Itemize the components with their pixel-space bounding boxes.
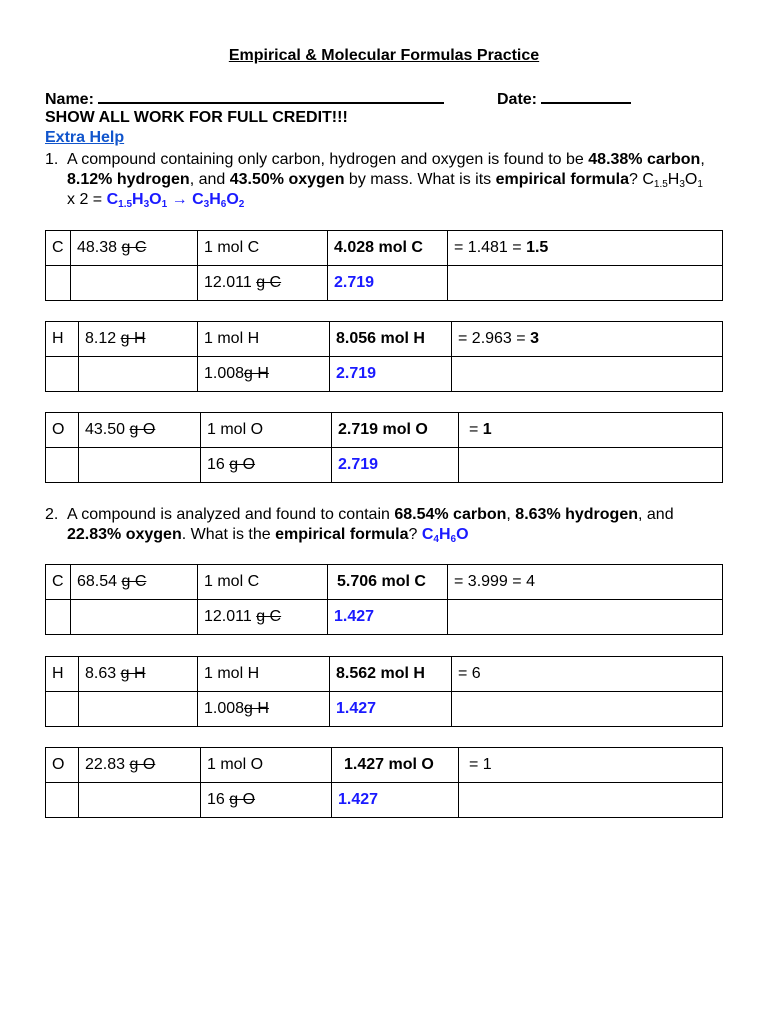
date-label: Date: — [497, 91, 538, 108]
table-row — [46, 748, 723, 783]
date-blank[interactable] — [541, 88, 631, 104]
question-1 — [45, 150, 735, 210]
date-row — [497, 88, 631, 109]
empty-cell — [46, 357, 79, 392]
empty-cell — [79, 692, 198, 727]
question-number: 2. — [45, 506, 59, 523]
mass-cell: 68.54 g C — [71, 565, 198, 600]
empty-cell — [79, 357, 198, 392]
extra-help-link[interactable]: Extra Help — [45, 129, 125, 146]
molar-mass-cell: 1.008g H — [198, 692, 330, 727]
empty-cell — [79, 783, 201, 818]
molar-mass-cell: 16 g O — [201, 448, 332, 483]
question-text: ? — [408, 526, 422, 543]
table-row — [46, 600, 723, 635]
mass-cell: 48.38 g C — [71, 231, 198, 266]
carbon-percent: 68.54% carbon — [394, 506, 507, 523]
question-number: 1. — [45, 151, 59, 168]
instruction-text: SHOW ALL WORK FOR FULL CREDIT!!! — [45, 109, 348, 126]
question-text: ? — [628, 171, 643, 188]
calc-table-hydrogen — [45, 656, 723, 727]
page-title: Empirical & Molecular Formulas Practice — [228, 47, 540, 64]
empty-cell — [459, 448, 723, 483]
question-text: , — [700, 151, 705, 168]
ratio-cell: = 3.999 = 4 — [448, 565, 723, 600]
empty-cell — [71, 600, 198, 635]
multiplier-text: x 2 = — [67, 191, 107, 208]
moles-cell: 4.028 mol C — [328, 231, 448, 266]
empty-cell — [459, 783, 723, 818]
table-row — [46, 413, 723, 448]
question-text: , and — [638, 506, 674, 523]
empty-cell — [448, 600, 723, 635]
calc-table-hydrogen — [45, 321, 723, 392]
question-2 — [45, 505, 735, 545]
table-row — [46, 266, 723, 301]
question-1-text — [67, 150, 735, 210]
mol-cell: 1 mol C — [198, 231, 328, 266]
calc-table-oxygen — [45, 412, 723, 483]
element-cell: C — [46, 231, 71, 266]
moles-cell: 2.719 mol O — [332, 413, 459, 448]
divisor-cell: 1.427 — [332, 783, 459, 818]
formula-answer: $C_4H_6O$ — [421, 526, 469, 545]
empty-cell — [46, 448, 79, 483]
divisor-cell: 1.427 — [328, 600, 448, 635]
formula-scaled: $C_{1.5}H_3O_1$ — [106, 191, 168, 210]
element-cell: H — [46, 322, 79, 357]
molar-mass-cell: 12.011 g C — [198, 600, 328, 635]
table-row — [46, 448, 723, 483]
hydrogen-percent: 8.12% hydrogen — [67, 171, 190, 188]
name-row — [45, 88, 444, 109]
ratio-cell: = 1 — [459, 748, 723, 783]
table-row — [46, 783, 723, 818]
moles-cell: 1.427 mol O — [332, 748, 459, 783]
question-text: A compound is analyzed and found to contain — [67, 506, 395, 523]
table-row — [46, 565, 723, 600]
molar-mass-cell: 1.008g H — [198, 357, 330, 392]
table-row — [46, 692, 723, 727]
ratio-cell: = 1.481 = 1.5 — [448, 231, 723, 266]
mass-cell: 22.83 g O — [79, 748, 201, 783]
empty-cell — [46, 266, 71, 301]
oxygen-percent: 43.50% oxygen — [229, 171, 345, 188]
mol-cell: 1 mol C — [198, 565, 328, 600]
moles-cell: 8.562 mol H — [330, 657, 452, 692]
mass-cell: 43.50 g O — [79, 413, 201, 448]
carbon-percent: 48.38% carbon — [588, 151, 701, 168]
divisor-cell: 2.719 — [332, 448, 459, 483]
ratio-cell: = 1 — [459, 413, 723, 448]
empty-cell — [46, 692, 79, 727]
divisor-cell: 2.719 — [330, 357, 452, 392]
ratio-cell: = 6 — [452, 657, 723, 692]
empty-cell — [452, 357, 723, 392]
mass-cell: 8.12 g H — [79, 322, 198, 357]
ratio-cell: = 2.963 = 3 — [452, 322, 723, 357]
mol-cell: 1 mol H — [198, 657, 330, 692]
element-cell: O — [46, 413, 79, 448]
question-text: A compound containing only carbon, hydrogen and oxygen is found to be — [67, 151, 589, 168]
calc-table-carbon — [45, 564, 723, 635]
question-text: by mass. What is its — [344, 171, 496, 188]
moles-cell: 8.056 mol H — [330, 322, 452, 357]
element-cell: O — [46, 748, 79, 783]
divisor-cell: 1.427 — [330, 692, 452, 727]
molar-mass-cell: 12.011 g C — [198, 266, 328, 301]
molar-mass-cell: 16 g O — [201, 783, 332, 818]
divisor-cell: 2.719 — [328, 266, 448, 301]
formula-intermediate: $C_{1.5}H_3O_1$ — [642, 171, 703, 190]
oxygen-percent: 22.83% oxygen — [67, 526, 182, 543]
table-row — [46, 322, 723, 357]
name-label: Name: — [45, 91, 94, 108]
hydrogen-percent: 8.63% hydrogen — [515, 506, 638, 523]
mol-cell: 1 mol O — [201, 748, 332, 783]
empirical-formula-term: empirical formula — [495, 171, 629, 188]
table-row — [46, 231, 723, 266]
mass-cell: 8.63 g H — [79, 657, 198, 692]
question-text: , and — [189, 171, 230, 188]
question-2-text — [67, 505, 735, 545]
mol-cell: 1 mol H — [198, 322, 330, 357]
moles-cell: 5.706 mol C — [328, 565, 448, 600]
empty-cell — [448, 266, 723, 301]
table-row — [46, 357, 723, 392]
mol-cell: 1 mol O — [201, 413, 332, 448]
calc-table-carbon — [45, 230, 723, 301]
table-row — [46, 657, 723, 692]
empty-cell — [46, 783, 79, 818]
arrow-icon: → — [171, 191, 188, 208]
empty-cell — [452, 692, 723, 727]
name-blank[interactable] — [98, 88, 444, 104]
empty-cell — [71, 266, 198, 301]
empty-cell — [79, 448, 201, 483]
question-text: , — [506, 506, 516, 523]
empty-cell — [46, 600, 71, 635]
empirical-formula-term: empirical formula — [275, 526, 409, 543]
element-cell: H — [46, 657, 79, 692]
extra-help-row — [45, 129, 124, 147]
formula-answer: $C_3H_6O_2$ — [192, 191, 245, 210]
calc-table-oxygen — [45, 747, 723, 818]
element-cell: C — [46, 565, 71, 600]
question-text: . What is the — [181, 526, 276, 543]
